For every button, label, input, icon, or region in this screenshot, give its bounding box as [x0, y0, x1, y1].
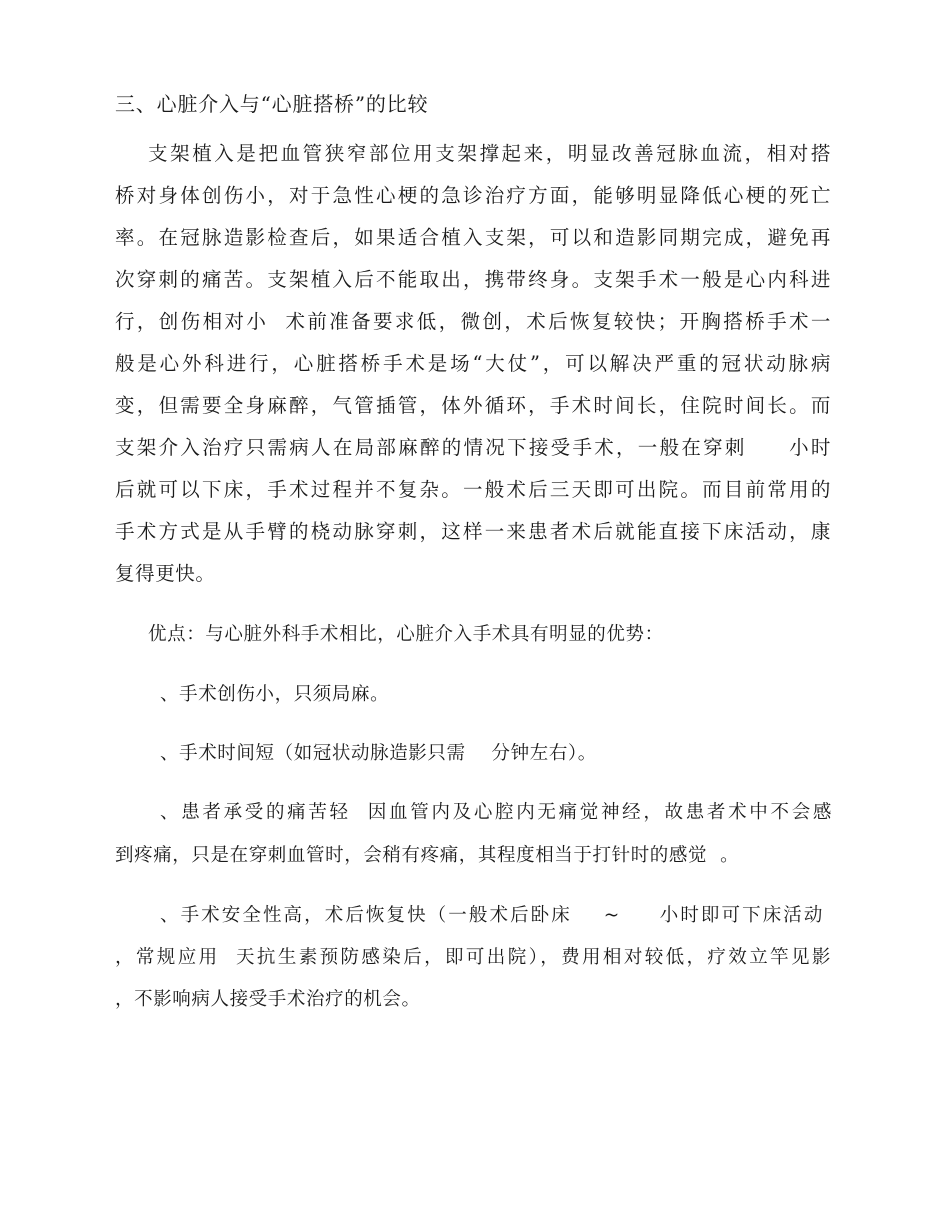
paragraph1-line: 复得更快。: [115, 562, 216, 585]
paragraph1-line: 支架植入是把血管狭窄部位用支架撑起来，明显改善冠脉血流，相对搭: [148, 142, 831, 165]
advantage-item-3-line: 到疼痛，只是在穿刺血管时，会稍有疼痛，其程度相当于打针时的感觉 。: [115, 845, 740, 866]
paragraph1-line: 手术方式是从手臂的桡动脉穿刺，这样一来患者术后就能直接下床活动，康: [115, 520, 831, 543]
paragraph1-line: 支架介入治疗只需病人在局部麻醉的情况下接受手术，一般在穿刺 小时: [115, 436, 831, 459]
paragraph1-line: 行，创伤相对小 术前准备要求低，微创，术后恢复较快；开胸搭桥手术一: [115, 310, 831, 333]
advantage-item-1: 、手术创伤小，只须局麻。: [160, 684, 390, 705]
advantage-item-2: 、手术时间短（如冠状动脉造影只需 分钟左右）。: [160, 743, 597, 764]
paragraph1-line: 桥对身体创伤小，对于急性心梗的急诊治疗方面，能够明显降低心梗的死亡: [115, 184, 831, 207]
section-heading: 三、心脏介入与“心脏搭桥”的比较: [115, 92, 429, 116]
advantages-intro: 优点：与心脏外科手术相比，心脏介入手术具有明显的优势：: [148, 624, 664, 645]
paragraph1-line: 率。在冠脉造影检查后，如果适合植入支架，可以和造影同期完成，避免再: [115, 226, 831, 249]
paragraph1-line: 变，但需要全身麻醉，气管插管，体外循环，手术时间长，住院时间长。而: [115, 394, 831, 417]
advantage-item-4-line: ，不影响病人接受手术治疗的机会。: [115, 989, 421, 1010]
paragraph1-line: 般是心外科进行，心脏搭桥手术是场“大仗”，可以解决严重的冠状动脉病: [115, 352, 831, 375]
paragraph1-line: 次穿刺的痛苦。支架植入后不能取出，携带终身。支架手术一般是心内科进: [115, 268, 831, 291]
paragraph1-line: 后就可以下床，手术过程并不复杂。一般术后三天即可出院。而目前常用的: [115, 478, 831, 501]
advantage-item-3-line: 、患者承受的痛苦轻 因血管内及心腔内无痛觉神经，故患者术中不会感: [160, 802, 832, 823]
advantage-item-4-line: 、手术安全性高，术后恢复快（一般术后卧床 ~ 小时即可下床活动: [160, 905, 823, 926]
advantage-item-4-line: ，常规应用 天抗生素预防感染后，即可出院），费用相对较低，疗效立竿见影: [115, 947, 831, 968]
